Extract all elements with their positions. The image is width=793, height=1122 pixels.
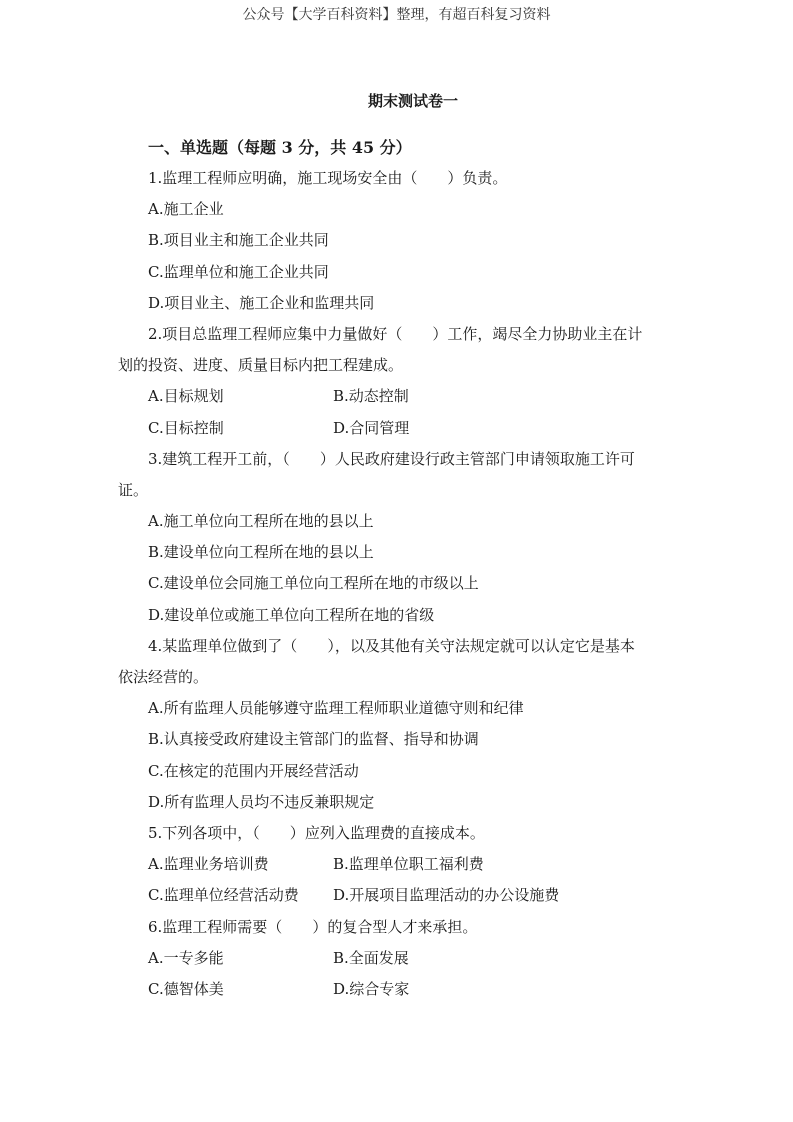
question-stem: 依法经营的。 <box>118 668 209 686</box>
option-a: A.施工企业 <box>148 200 224 219</box>
option-a: A.目标规划 <box>148 387 224 406</box>
option-row <box>118 381 718 412</box>
question-4 <box>118 631 718 818</box>
question-5 <box>118 818 718 912</box>
option-b: B.动态控制 <box>333 387 409 406</box>
question-stem: 划的投资、进度、质量目标内把工程建成。 <box>118 356 404 375</box>
option-d: D.开展项目监理活动的办公设施费 <box>333 886 560 905</box>
option-row <box>118 880 718 911</box>
option-d: D.所有监理人员均不违反兼职规定 <box>148 792 375 811</box>
option-b: B.建设单位向工程所在地的县以上 <box>148 543 374 562</box>
question-list <box>118 163 718 1005</box>
option-row <box>118 413 718 444</box>
question-stem: 6.监理工程师需要（ ）的复合型人才来承担。 <box>148 917 478 936</box>
option-c: C.在核定的范围内开展经营活动 <box>148 761 359 780</box>
option-row <box>118 943 718 974</box>
question-3 <box>118 444 718 631</box>
option-a: A.所有监理人员能够遵守监理工程师职业道德守则和纪律 <box>148 699 524 718</box>
section-heading: 一、单选题（每题 3 分，共 45 分） <box>148 138 412 157</box>
option-c: C.德智体美 <box>148 979 224 998</box>
question-stem: 2.项目总监理工程师应集中力量做好（ ）工作，竭尽全力协助业主在计 <box>148 324 643 343</box>
option-b: B.监理单位职工福利费 <box>333 855 484 874</box>
option-b: B.全面发展 <box>333 948 409 967</box>
option-d: D.建设单位或施工单位向工程所在地的省级 <box>148 605 435 624</box>
option-b: B.项目业主和施工企业共同 <box>148 231 329 250</box>
option-c: C.建设单位会同施工单位向工程所在地的市级以上 <box>148 574 479 593</box>
exam-title: 期末测试卷一 <box>367 92 458 110</box>
question-stem: 1.监理工程师应明确，施工现场安全由（ ）负责。 <box>148 169 508 187</box>
option-c: C.监理单位和施工企业共同 <box>148 262 329 281</box>
question-2 <box>118 319 718 444</box>
option-a: A.监理业务培训费 <box>148 855 269 874</box>
question-stem: 5.下列各项中，（ ）应列入监理费的直接成本。 <box>148 823 485 842</box>
question-6 <box>118 912 718 1006</box>
question-stem: 3.建筑工程开工前，（ ）人民政府建设行政主管部门申请领取施工许可 <box>148 449 635 468</box>
page-header: 公众号【大学百科资料】整理，有超百科复习资料 <box>242 7 551 23</box>
option-a: A.一专多能 <box>148 948 224 967</box>
option-a: A.施工单位向工程所在地的县以上 <box>148 512 374 531</box>
option-d: D.项目业主、施工企业和监理共同 <box>148 293 375 312</box>
question-1 <box>118 163 718 319</box>
option-d: D.合同管理 <box>333 418 410 437</box>
option-c: C.监理单位经营活动费 <box>148 886 299 905</box>
option-row <box>118 974 718 1005</box>
question-stem: 4.某监理单位做到了（ ），以及其他有关守法规定就可以认定它是基本 <box>148 636 635 655</box>
question-stem: 证。 <box>118 480 149 499</box>
option-d: D.综合专家 <box>333 979 410 998</box>
option-row <box>118 849 718 880</box>
option-c: C.目标控制 <box>148 418 224 437</box>
option-b: B.认真接受政府建设主管部门的监督、指导和协调 <box>148 730 479 749</box>
